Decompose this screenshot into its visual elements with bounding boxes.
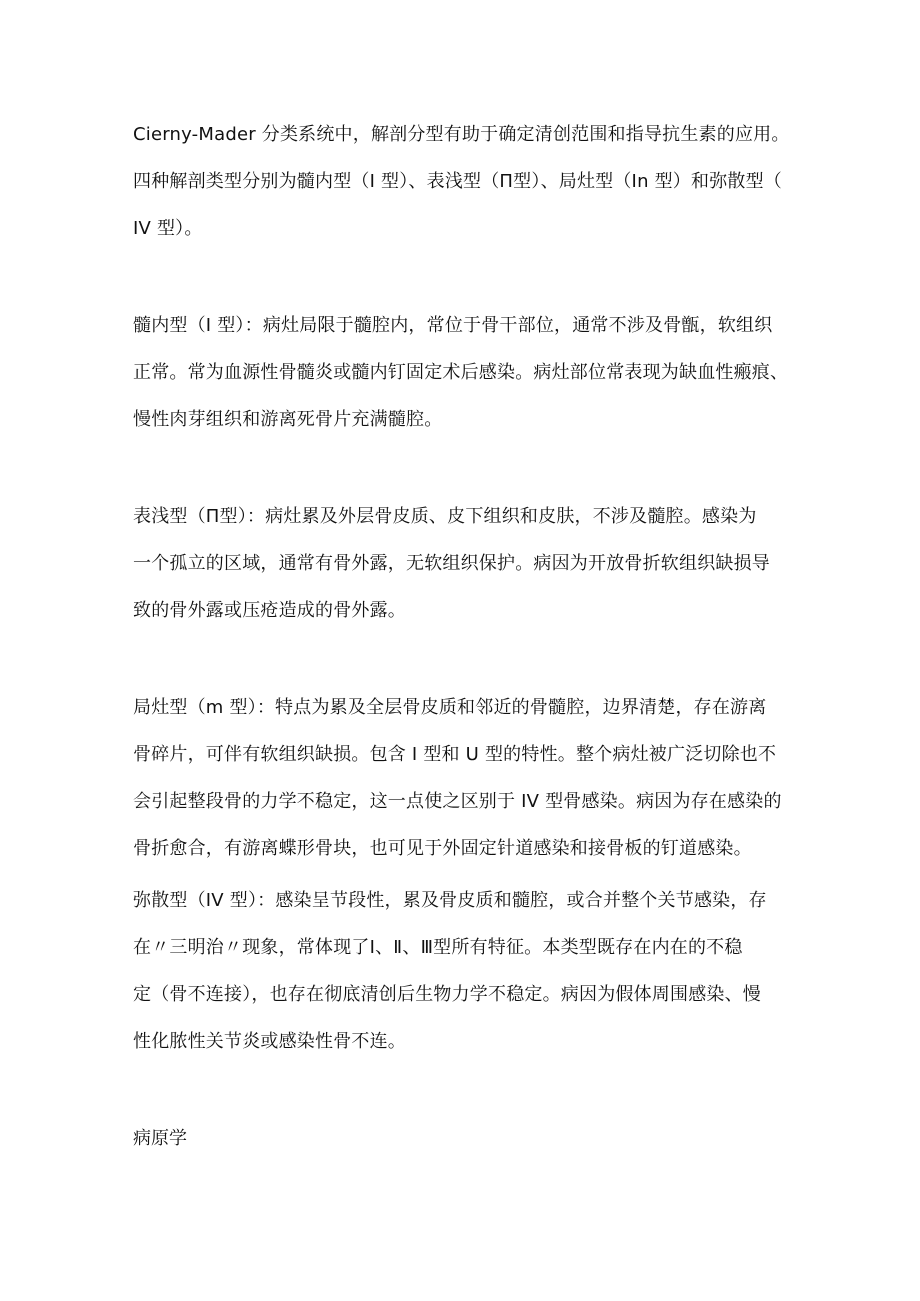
section-heading: 病原学: [133, 1128, 187, 1149]
text-line: 四种解剖类型分别为髓内型（I 型）、表浅型（Π型）、局灶型（In 型）和弥散型（: [133, 171, 783, 192]
text-line: 慢性肉芽组织和游离死骨片充满髓腔。: [133, 409, 443, 430]
text-line: 正常。常为血源性骨髓炎或髓内钉固定术后感染。病灶部位常表现为缺血性瘢痕、: [133, 362, 789, 383]
text-line: 致的骨外露或压疮造成的骨外露。: [133, 600, 406, 621]
text-line: 弥散型（IV 型）：感染呈节段性，累及骨皮质和髓腔，或合并整个关节感染，存: [133, 890, 767, 911]
text-line: 髓内型（I 型）：病灶局限于髓腔内，常位于骨干部位，通常不涉及骨甑，软组织: [133, 315, 773, 336]
text-line: 会引起整段骨的力学不稳定，这一点使之区别于 IV 型骨感染。病因为存在感染的: [133, 791, 782, 812]
text-line: 表浅型（Π型）：病灶累及外层骨皮质、皮下组织和皮肤，不涉及髓腔。感染为: [133, 506, 757, 527]
text-line: Cierny-Mader 分类系统中，解剖分型有助于确定清创范围和指导抗生素的应用。: [133, 124, 790, 145]
text-line: 一个孤立的区域，通常有骨外露，无软组织保护。病因为开放骨折软组织缺损导: [133, 553, 770, 574]
text-line: 性化脓性关节炎或感染性骨不连。: [133, 1031, 406, 1052]
text-line: 骨碎片，可伴有软组织缺损。包含 I 型和 U 型的特性。整个病灶被广泛切除也不: [133, 744, 777, 765]
text-line: 骨折愈合，有游离蝶形骨块，也可见于外固定针道感染和接骨板的钉道感染。: [133, 838, 752, 859]
text-line: 局灶型（m 型）：特点为累及全层骨皮质和邻近的骨髓腔，边界清楚，存在游离: [133, 697, 767, 718]
text-line: IV 型）。: [133, 218, 203, 239]
text-line: 在〃三明治〃现象，常体现了Ⅰ、Ⅱ、Ⅲ型所有特征。本类型既存在内在的不稳: [133, 937, 743, 958]
text-line: 定（骨不连接），也存在彻底清创后生物力学不稳定。病因为假体周围感染、慢: [133, 984, 761, 1005]
